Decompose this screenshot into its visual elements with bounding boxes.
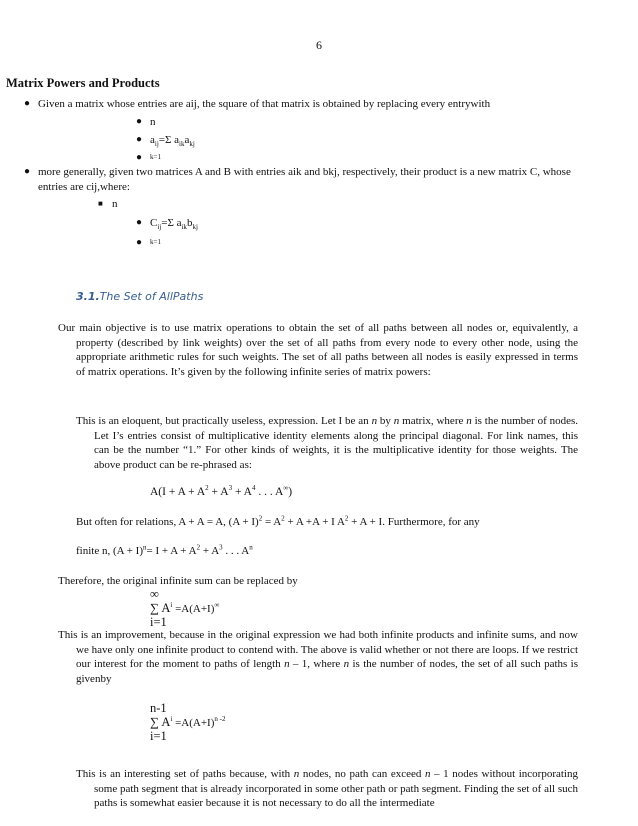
formula-upper-limit: n — [112, 198, 118, 210]
formula-line — [136, 115, 156, 130]
formula-lower-limit: k=1 — [150, 238, 161, 246]
bullet-dot-icon: ● — [24, 98, 31, 109]
formula-line — [136, 236, 161, 249]
formula-lower-limit: k=1 — [150, 153, 161, 161]
paragraph-improvement: This is an improvement, because in the original expression we had both infinite products and infinite sums, and now we have only one infinite product to contend with. The above is valid whether or not there are loops. If we restrict our interest for the moment to paths of length n – 1, where n is the number of nodes, the set of all such paths is givenby — [58, 629, 578, 685]
subsection-number: 3.1. — [76, 290, 100, 303]
sum-upper-limit: n-1 — [150, 701, 167, 715]
formula-line — [136, 216, 198, 231]
finite-n-line: finite n, $(A + I)^n= I + A + A^2 + A^3$ . . . $A^n$ — [76, 543, 253, 557]
sum-expression: ∑ $A^i =A(A+I)^{n -2}$ — [150, 714, 226, 729]
sum-lower-limit: i=1 — [150, 728, 167, 743]
bullet-item-1 — [24, 97, 614, 112]
paragraph-main-objective: Our main objective is to use matrix operations to obtain the set of all paths between all nodes or, equivalently, a property (described by link weights) over the set of all paths from every node to every other node, using the appropriate arithmetic rules for such weights. The set of all paths between all nodes is easily expressed in terms of matrix operations. It’s given by the following infinite series of matrix powers: — [58, 322, 578, 378]
equation-series: $A(I + A + A^2 + A^3 + A^4$ . . . A∞) — [150, 484, 293, 498]
section-title: Matrix Powers and Products — [6, 76, 160, 90]
bullet-text: more generally, given two matrices A and B with entries aik and bkj, respectively, their product is a new matrix C, whose entries are cij,where: — [38, 166, 571, 193]
square-bullet-icon: ■ — [98, 199, 103, 208]
relations-line: But often for relations, A + A = A, $(A + I)^2 = A^2 + A +A + I$ $A^2 + A + I$. Furthermore, for any — [76, 514, 480, 528]
formula-line — [136, 133, 195, 148]
subsection-title: The Set of AllPaths — [99, 290, 204, 303]
bullet-dot-icon: ● — [136, 217, 143, 228]
bullet-dot-icon: ● — [136, 152, 143, 163]
bullet-item-2 — [24, 165, 614, 194]
equation-finite-sum — [150, 702, 225, 743]
bullet-dot-icon: ● — [136, 237, 143, 248]
bullet-dot-icon: ● — [24, 166, 31, 177]
bullet-text: Given a matrix whose entries are aij, the square of that matrix is obtained by replacing every entrywith — [38, 98, 491, 110]
formula-expression: $C_{ij}=\Sigma$ $a_{ik}b_{kj}$ — [150, 217, 198, 232]
bullet-dot-icon: ● — [136, 134, 143, 145]
paragraph-identity-matrix: This is an eloquent, but practically useless, expression. Let I be an n by n matrix, where n is the number of nodes. Let I’s entries consist of multiplicative identity elements along the principal diagonal. For link names, this can be the number “1.” For other kinds of weights, it is the multiplicative identity for those weights. The above product can be re-phrased as: — [76, 415, 579, 471]
therefore-line: Therefore, the original infinite sum can be replaced by — [58, 575, 298, 587]
sum-lower-limit: i=1 — [150, 614, 167, 629]
formula-line — [98, 197, 118, 212]
subsection-heading — [76, 290, 203, 305]
formula-upper-limit: n — [150, 116, 156, 128]
bullet-dot-icon: ● — [136, 116, 143, 127]
page-number: 6 — [316, 38, 322, 52]
equation-infinite-sum — [150, 588, 219, 629]
sum-upper-limit: ∞ — [150, 587, 159, 601]
sum-expression: ∑ $A^i =A(A+I)^\infty$ — [150, 600, 220, 615]
formula-expression: $a_{ij}=\Sigma$ $a_{ik}a_{kj}$ — [150, 134, 195, 149]
formula-line — [136, 151, 161, 164]
paragraph-interesting-set: This is an interesting set of paths because, with n nodes, no path can exceed n – 1 nodes without incorporating some path segment that is already incorporated in some other path or path segment. Finding the set of all such paths is somewhat easier because it is not necessary to do all the intermediate — [76, 768, 578, 810]
